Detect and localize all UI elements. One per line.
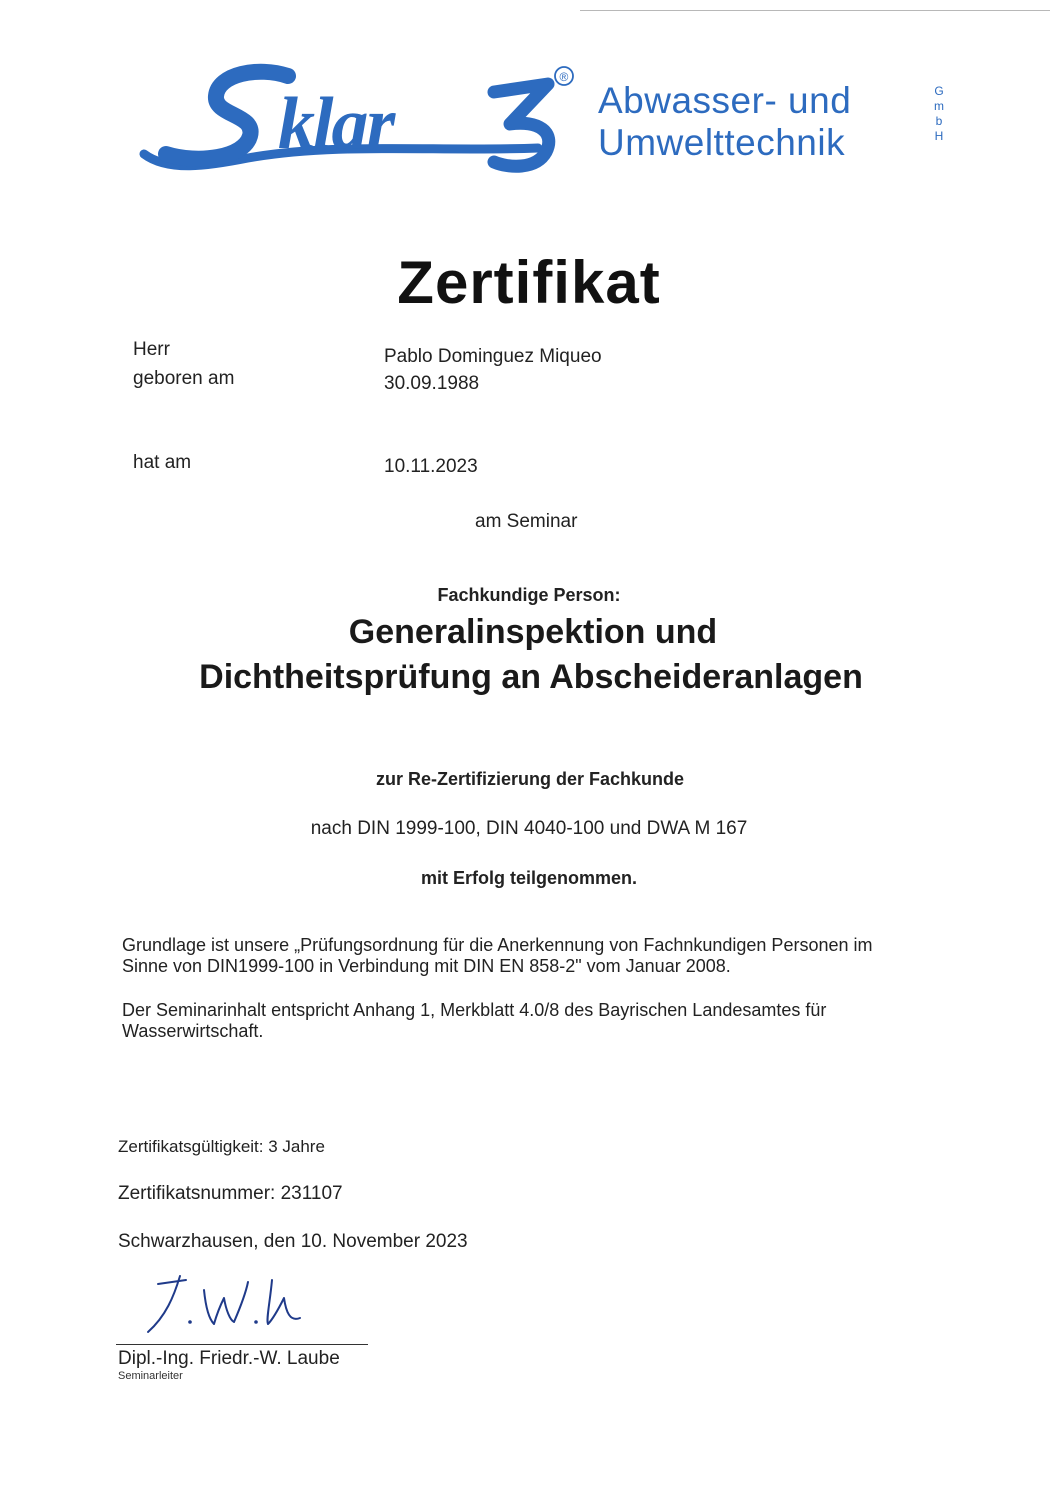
signature-line xyxy=(116,1344,368,1345)
gmbh-letter: b xyxy=(935,114,943,128)
gmbh-letter: H xyxy=(934,129,944,143)
seminar-label: am Seminar xyxy=(475,511,578,532)
recipient-name: Pablo Dominguez Miqueo xyxy=(384,346,602,367)
course-title-line2: Dichtheitsprüfung an Abscheideranlagen xyxy=(199,658,863,696)
company-name xyxy=(598,80,851,164)
company-name-line1: Abwasser- und xyxy=(598,80,852,121)
standards-text: nach DIN 1999-100, DIN 4040-100 und DWA M 167 xyxy=(310,818,748,839)
course-title-line1: Generalinspektion und xyxy=(348,613,718,651)
gmbh-letter: G xyxy=(934,84,944,98)
birth-date: 30.09.1988 xyxy=(384,373,480,394)
company-name-line2: Umwelttechnik xyxy=(598,122,846,163)
basis-paragraph: Grundlage ist unsere „Prüfungsordnung für die Anerkennung von Fachnkundigen Personen im Sinne von DIN1999-100 in Verbindung mit DIN EN 858-2" vom Januar 2008. xyxy=(122,935,873,976)
registered-mark: ® xyxy=(559,70,569,84)
gmbh-letter: m xyxy=(934,99,944,113)
svg-text:klar: klar xyxy=(278,83,394,165)
place-date: Schwarzhausen, den 10. November 2023 xyxy=(118,1231,468,1252)
purpose-text: zur Re-Zertifizierung der Fachkunde xyxy=(375,769,685,789)
certificate-title: Zertifikat xyxy=(397,249,661,316)
gmbh-vertical xyxy=(932,84,946,144)
certificate-number: Zertifikatsnummer: 231107 xyxy=(118,1183,343,1204)
logo-graphic xyxy=(138,62,578,182)
company-logo xyxy=(138,62,578,182)
content-paragraph: Der Seminarinhalt entspricht Anhang 1, Merkblatt 4.0/8 des Bayrischen Landesamtes für Wasserwirtschaft. xyxy=(122,1000,827,1041)
signatory-role: Seminarleiter xyxy=(118,1370,183,1382)
salutation-label: Herr xyxy=(133,339,170,360)
course-subtitle: Fachkundige Person: xyxy=(437,585,621,605)
result-text: mit Erfolg teilgenommen. xyxy=(420,868,638,888)
signatory-name: Dipl.-Ing. Friedr.-W. Laube xyxy=(118,1348,340,1369)
validity-text: Zertifikatsgültigkeit: 3 Jahre xyxy=(118,1137,325,1156)
scan-edge-line xyxy=(580,10,1050,11)
date-label: hat am xyxy=(133,452,192,473)
seminar-date: 10.11.2023 xyxy=(384,456,478,477)
born-label: geboren am xyxy=(133,368,235,389)
handwritten-signature xyxy=(140,1262,330,1342)
